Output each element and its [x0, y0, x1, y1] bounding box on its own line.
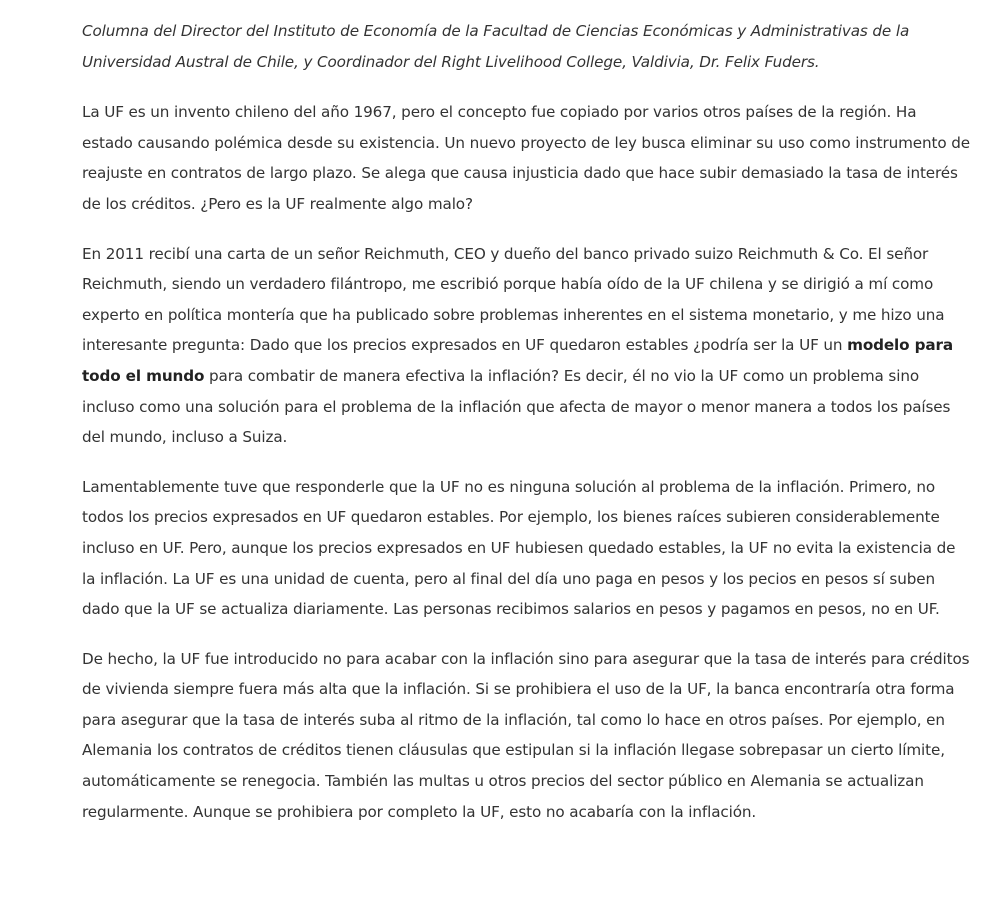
paragraph-1: La UF es un invento chileno del año 1967, pero el concepto fue copiado por varios otros países de la región. Ha estado causando polémica desde su existencia. Un nuevo proyecto de ley busca eliminar su uso como instrumento de reajuste en contratos de largo plazo. Se alega que causa injusticia dado que hace subir demasiado la tasa de interés de los créditos. ¿Pero es la UF realmente algo malo?	[82, 103, 970, 213]
paragraph-3: Lamentablemente tuve que responderle que la UF no es ninguna solución al problema de la inflación. Primero, no todos los precios expresados en UF quedaron estables. Por ejemplo, los bienes raíces subieren considerablemente incluso en UF. Pero, aunque los precios expresados en UF hubiesen quedado estables, la UF no evita la existencia de la inflación. La UF es una unidad de cuenta, pero al final del día uno paga en pesos y los pecios en pesos sí suben dado que la UF se actualiza diariamente. Las personas recibimos salarios en pesos y pagamos en pesos, no en UF.	[82, 477, 956, 619]
author-intro: Columna del Director del Instituto de Economía de la Facultad de Ciencias Económicas y Administrativas de la Universidad Austral de Chile, y Coordinador del Right Livelihood College, Valdivia, Dr. Felix Fuders.	[82, 22, 910, 71]
paragraph-4: De hecho, la UF fue introducido no para acabar con la inflación sino para asegurar que la tasa de interés para créditos de vivienda siempre fuera más alta que la inflación. Si se prohibiera el uso de la UF, la banca encontraría otra forma para asegurar que la tasa de interés suba al ritmo de la inflación, tal como lo hace en otros países. Por ejemplo, en Alemania los contratos de créditos tienen cláusulas que estipulan si la inflación llegase sobrepasar un cierto límite, automáticamente se renegocia. También las multas u otros precios del sector público en Alemania se actualizan regularmente. Aunque se prohibiera por completo la UF, esto no acabaría con la inflación.	[82, 649, 970, 821]
article-body	[82, 16, 970, 846]
bold-phrase: modelo para todo el mundo	[82, 336, 954, 385]
paragraph-2-text-end: para combatir de manera efectiva la inflación? Es decir, él no vio la UF como un problema sino incluso como una solución para el problema de la inflación que afecta de mayor o menor manera a todos los países del mundo, incluso a Suiza.	[82, 366, 951, 447]
paragraph-2	[82, 239, 970, 453]
paragraph-2-text-start: En 2011 recibí una carta de un señor Reichmuth, CEO y dueño del banco privado suizo Reichmuth & Co. El señor Reichmuth, siendo un verdadero filántropo, me escribió porque había oído de la UF chilena y se dirigió a mí como experto en política montería que ha publicado sobre problemas inherentes en el sistema monetario, y me hizo una interesante pregunta: Dado que los precios expresados en UF quedaron estables ¿podría ser la UF un	[82, 244, 945, 355]
